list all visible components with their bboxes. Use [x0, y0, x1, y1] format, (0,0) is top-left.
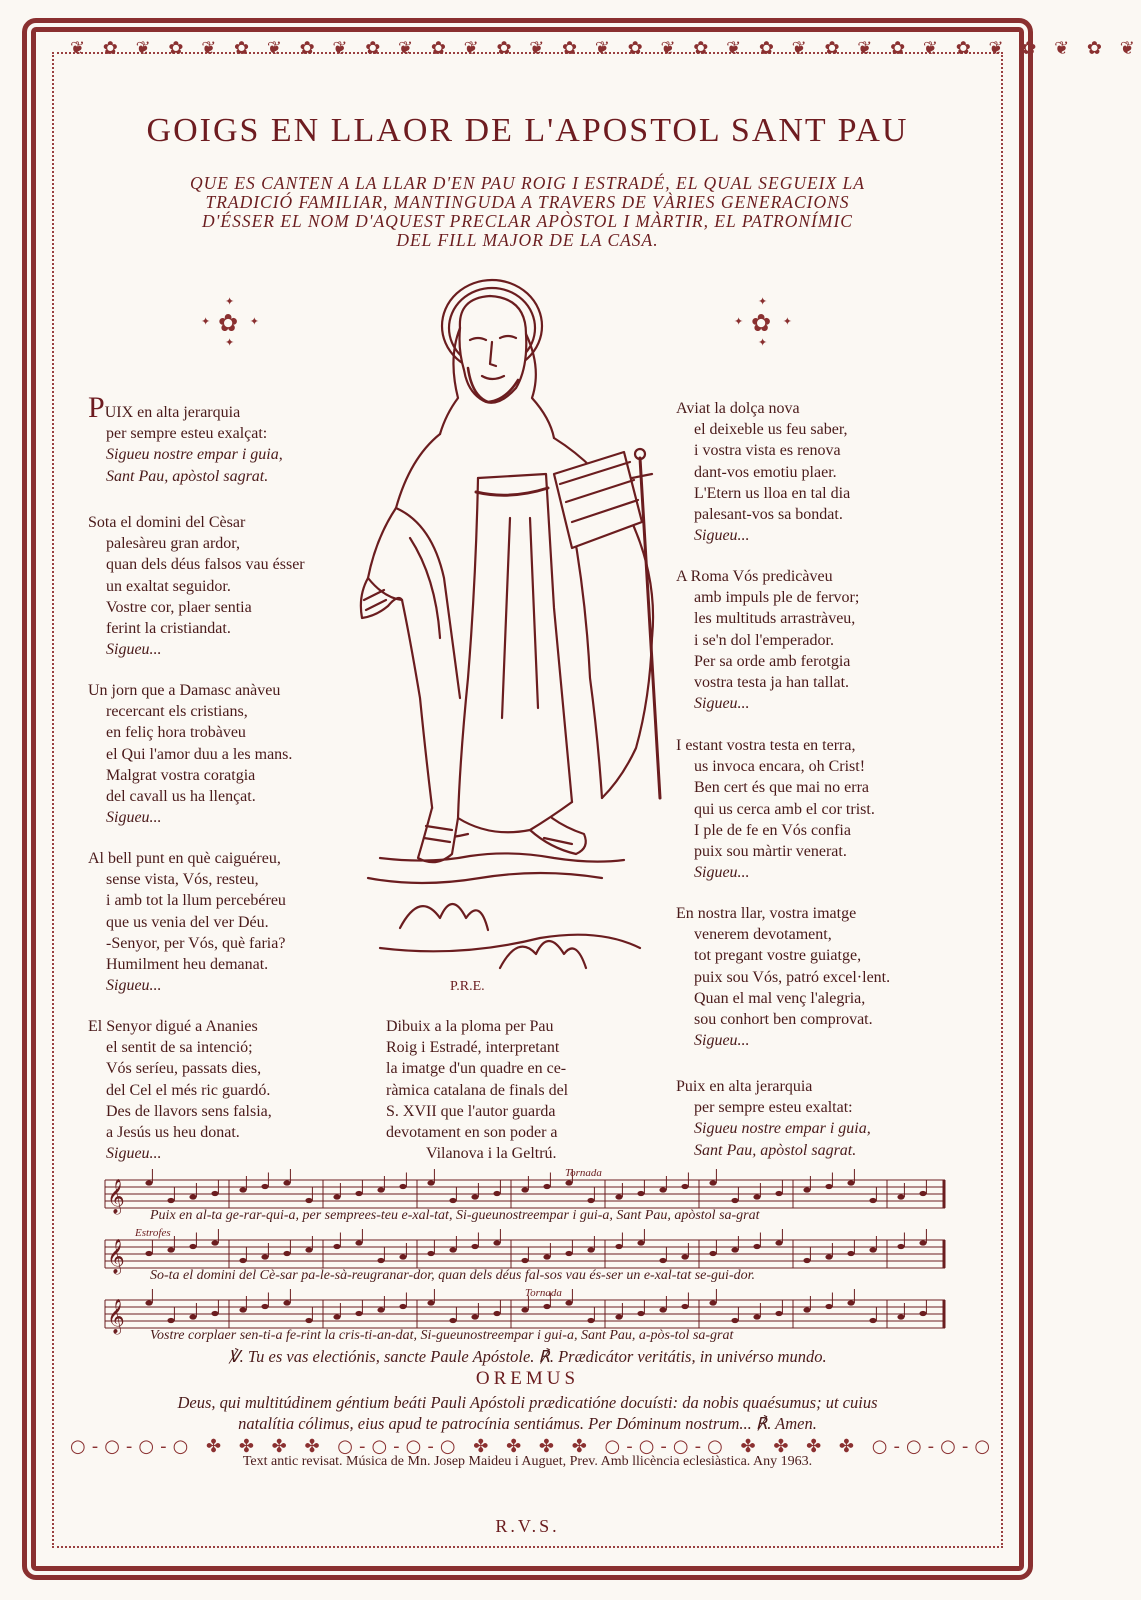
note-head: [399, 1184, 406, 1189]
verse-line: El Senyor digué a Ananies: [88, 1018, 258, 1035]
subtitle-line: TRADICIÓ FAMILIAR, MANTINGUDA A TRAVERS DE VÀRIES GENERACIONS: [205, 192, 850, 212]
verse-line: Puix en alta jerarquia: [676, 1078, 813, 1095]
verse-line: Vostre cor, plaer sentia: [106, 598, 252, 616]
note-head: [659, 1307, 666, 1312]
note-head: [355, 1311, 362, 1316]
note-head: [919, 1311, 926, 1316]
tornada-label: Tornada: [565, 1167, 602, 1179]
note-head: [897, 1194, 904, 1199]
caption-line: S. XVII que l'autor guarda: [386, 1102, 556, 1120]
rosette-ornament-right: ✦ ✦ ✿ ✦ ✦: [734, 295, 792, 349]
note-head: [731, 1198, 738, 1203]
verse-line: Humilment heu demanat.: [106, 956, 269, 974]
note-head: [615, 1314, 622, 1319]
note-head: [305, 1198, 312, 1203]
note-head: [869, 1198, 876, 1203]
note-head: [239, 1307, 246, 1312]
note-head: [847, 1300, 854, 1305]
note-head: [283, 1180, 290, 1185]
stanza-right-4: [676, 903, 890, 1051]
lyrics-line-3: Vostre corplaer sen-ti-a fe-rint la cris-ti-an-dat, Si-gueunostreempar i gui-a, Sant Pau, a-pòs-tol sa-grat: [150, 1328, 734, 1343]
verse-line: i se'n dol l'emperador.: [694, 631, 834, 649]
verse-line: un exaltat seguidor.: [106, 577, 231, 595]
verse-line: venerem devotament,: [694, 926, 832, 944]
note-head: [427, 1300, 434, 1305]
note-head: [471, 1244, 478, 1249]
verse-line: L'Etern us lloa en tal dia: [694, 484, 851, 502]
note-head: [521, 1307, 528, 1312]
note-head: [261, 1304, 268, 1309]
verse-line: I ple de fe en Vós confia: [694, 821, 851, 839]
note-head: [659, 1187, 666, 1192]
illustration-caption: [386, 1016, 626, 1164]
note-head: [825, 1304, 832, 1309]
verse-line: Al bell punt en què caiguéreu,: [88, 850, 281, 867]
verse-line: I estant vostra testa en terra,: [676, 737, 856, 754]
note-head: [427, 1180, 434, 1185]
note-head: [659, 1258, 666, 1263]
note-head: [283, 1251, 290, 1256]
verse-line: Ben cert és que mai no erra: [694, 779, 870, 797]
note-head: [637, 1240, 644, 1245]
note-head: [333, 1244, 340, 1249]
subtitle-line: D'ÉSSER EL NOM D'AQUEST PRECLAR APÒSTOL I MÀRTIR, EL PATRONÍMIC: [202, 211, 853, 231]
note-head: [189, 1194, 196, 1199]
lyrics-line-2: So-ta el domini del Cè-sar pa-le-sà-reugranar-dor, quan dels déus fal-sos vau és-ser un e-xal-tat se-gui-dor.: [150, 1268, 756, 1283]
stanza-right-3: [676, 735, 875, 883]
verse-line: per sempre esteu exaltat:: [694, 1099, 853, 1117]
verse-line: a Jesús us heu donat.: [106, 1124, 240, 1142]
verse-line: sou conhort ben comprovat.: [694, 1011, 873, 1029]
note-head: [471, 1314, 478, 1319]
note-head: [167, 1247, 174, 1252]
note-head: [399, 1254, 406, 1259]
note-head: [471, 1194, 478, 1199]
tornada-label: Tornada: [525, 1287, 562, 1299]
drop-cap: P: [88, 391, 105, 424]
refrain-line: Sant Pau, apòstol sagrat.: [106, 467, 269, 485]
note-head: [377, 1307, 384, 1312]
verse-line: amb impuls ple de fervor;: [694, 589, 860, 607]
note-head: [709, 1180, 716, 1185]
refrain-cue: Sigueu...: [106, 977, 162, 995]
saint-paul-illustration: [340, 278, 670, 998]
note-head: [825, 1184, 832, 1189]
refrain-cue: Sigueu...: [694, 864, 750, 882]
note-head: [803, 1307, 810, 1312]
note-head: [637, 1191, 644, 1196]
note-head: [493, 1240, 500, 1245]
prayer-line: natalítia cólimus, eius apud te patrocínia sentiámus. Per Dóminum nostrum... ℟. Amen.: [238, 1414, 817, 1433]
note-head: [211, 1240, 218, 1245]
verse-line: el sentit de sa intenció;: [106, 1039, 253, 1057]
verse-line: dant-vos emotiu plaer.: [694, 463, 837, 481]
note-head: [355, 1240, 362, 1245]
note-head: [333, 1314, 340, 1319]
note-head: [753, 1314, 760, 1319]
verse-line: Per sa orde amb ferotgia: [694, 652, 851, 670]
verse-line: puix sou Vós, patró excel·lent.: [694, 968, 891, 986]
verse-line: palesàreu gran ardor,: [106, 535, 240, 553]
verse-line: A Roma Vós predicàveu: [676, 568, 833, 585]
verse-line: qui us cerca amb el cor trist.: [694, 800, 875, 818]
refrain-cue: Sigueu...: [694, 695, 750, 713]
treble-clef-icon: 𝄞: [107, 1179, 125, 1214]
note-head: [449, 1247, 456, 1252]
stanza-left-1: [88, 391, 283, 487]
note-head: [377, 1187, 384, 1192]
treble-clef-icon: 𝄞: [107, 1239, 125, 1274]
note-head: [261, 1184, 268, 1189]
note-head: [189, 1244, 196, 1249]
note-head: [919, 1240, 926, 1245]
verse-line: us invoca encara, oh Crist!: [694, 758, 866, 776]
verse-line: que us venia del ver Déu.: [106, 913, 269, 931]
subtitle: [110, 174, 945, 250]
note-head: [565, 1251, 572, 1256]
note-head: [565, 1180, 572, 1185]
note-head: [449, 1318, 456, 1323]
note-head: [493, 1311, 500, 1316]
notes-staff-1: [145, 1169, 926, 1208]
printer-mark: R.V.S.: [420, 1516, 635, 1537]
note-head: [543, 1254, 550, 1259]
stanza-left-5: [88, 1016, 272, 1164]
verse-line: vostra testa ja han tallat.: [694, 674, 850, 692]
caption-line: ràmica catalana de finals del: [386, 1081, 569, 1099]
refrain-cue: Sigueu...: [106, 1145, 162, 1163]
note-head: [261, 1254, 268, 1259]
note-head: [521, 1187, 528, 1192]
stanza-right-1: [676, 398, 850, 546]
caption-line: Dibuix a la ploma per Pau: [386, 1018, 554, 1035]
estrofes-label: Estrofes: [135, 1227, 171, 1239]
refrain-cue: Sigueu...: [694, 1032, 750, 1050]
oremus-heading: OREMUS: [475, 1368, 580, 1389]
note-head: [615, 1194, 622, 1199]
note-head: [543, 1304, 550, 1309]
note-head: [427, 1251, 434, 1256]
note-head: [565, 1300, 572, 1305]
note-head: [145, 1300, 152, 1305]
note-head: [897, 1314, 904, 1319]
note-head: [449, 1198, 456, 1203]
prayer-line: Deus, qui multitúdinem géntium beáti Pauli Apóstoli prædicatióne docuísti: da nobis quaésumus; ut cuius: [177, 1393, 878, 1412]
notes-staff-2: [145, 1229, 926, 1268]
verse-line: en feliç hora trobàveu: [106, 724, 246, 742]
note-head: [731, 1318, 738, 1323]
refrain-cue: Sigueu...: [106, 641, 162, 659]
note-head: [775, 1240, 782, 1245]
note-head: [803, 1187, 810, 1192]
note-head: [145, 1251, 152, 1256]
verse-line: del cavall us ha llençat.: [106, 788, 256, 806]
note-head: [637, 1311, 644, 1316]
verse-line: Sota el domini del Cèsar: [88, 514, 246, 531]
note-head: [189, 1314, 196, 1319]
stanza-left-4: [88, 848, 286, 996]
treble-clef-icon: 𝄞: [107, 1299, 125, 1334]
note-head: [753, 1194, 760, 1199]
stanza-right-5: [676, 1076, 871, 1161]
note-head: [847, 1180, 854, 1185]
refrain-line: Sigueu nostre empar i guia,: [694, 1120, 871, 1138]
note-head: [709, 1251, 716, 1256]
note-head: [239, 1187, 246, 1192]
artist-signature: P.R.E.: [450, 979, 485, 994]
stanza-left-3: [88, 680, 292, 828]
page-title: GOIGS EN LLAOR DE L'APOSTOL SANT PAU: [146, 112, 909, 149]
note-head: [869, 1247, 876, 1252]
note-head: [803, 1258, 810, 1263]
refrain-line: Sigueu nostre empar i guia,: [106, 446, 283, 464]
note-head: [493, 1191, 500, 1196]
note-head: [919, 1191, 926, 1196]
rosette-ornament-left: ✦ ✦ ✿ ✦ ✦: [201, 295, 259, 349]
refrain-cue: Sigueu...: [694, 527, 750, 545]
verse-line: Un jorn que a Damasc anàveu: [88, 682, 281, 699]
verse-line: Quan el mal venç l'alegria,: [694, 989, 866, 1007]
note-head: [239, 1258, 246, 1263]
note-head: [775, 1311, 782, 1316]
verse-line: UIX en alta jerarquia: [104, 404, 241, 421]
caption-line: Vilanova i la Geltrú.: [426, 1145, 557, 1163]
note-head: [167, 1318, 174, 1323]
note-head: [587, 1318, 594, 1323]
note-head: [399, 1304, 406, 1309]
note-head: [305, 1247, 312, 1252]
note-head: [681, 1304, 688, 1309]
versicle: ℣. Tu es vas electiónis, sancte Paule Apóstole. ℟. Prædicátor veritátis, in univérso mundo.: [228, 1347, 827, 1366]
verse-line: En nostra llar, vostra imatge: [676, 905, 857, 922]
verse-line: Vós seríeu, passats dies,: [106, 1060, 262, 1078]
verse-line: quan dels déus falsos vau ésser: [106, 556, 305, 574]
verse-line: Aviat la dolça nova: [676, 400, 800, 417]
note-head: [869, 1318, 876, 1323]
verse-line: recercant els cristians,: [106, 703, 248, 721]
note-head: [145, 1180, 152, 1185]
stanza-right-2: [676, 566, 859, 714]
verse-line: palesant-vos sa bondat.: [694, 506, 843, 524]
note-head: [587, 1247, 594, 1252]
verse-line: per sempre esteu exalçat:: [106, 425, 268, 443]
verse-line: les multituds arrastràveu,: [694, 610, 856, 628]
verse-line: puix sou màrtir venerat.: [694, 843, 847, 861]
verse-line: el Qui l'amor duu a les mans.: [106, 745, 293, 763]
note-head: [283, 1300, 290, 1305]
divider-ornament: ○-○-○-○ ✤ ✤ ✤ ✤ ○-○-○-○ ✤ ✤ ✤ ✤ ○-○-○-○ ✤ ✤ ✤ ✤ ○-○-○-○: [70, 1436, 997, 1457]
verse-line: del Cel el més ric guardó.: [106, 1081, 271, 1099]
verse-line: i amb tot la llum percebéreu: [106, 892, 286, 910]
note-head: [847, 1251, 854, 1256]
note-head: [897, 1244, 904, 1249]
note-head: [681, 1254, 688, 1259]
caption-line: la imatge d'un quadre en ce-: [386, 1060, 567, 1078]
lyrics-line-1: Puix en al-ta ge-rar-qui-a, per semprees-teu e-xal-tat, Si-gueunostreempar i gui-a, Sant Pau, apòstol sa-grat: [150, 1208, 760, 1223]
note-head: [681, 1184, 688, 1189]
verse-line: Des de llavors sens falsia,: [106, 1102, 272, 1120]
note-head: [211, 1311, 218, 1316]
caption-line: Roig i Estradé, interpretant: [386, 1039, 560, 1057]
note-head: [709, 1300, 716, 1305]
note-head: [377, 1258, 384, 1263]
stanza-left-2: [88, 512, 305, 660]
verse-line: sense vista, Vós, resteu,: [106, 871, 259, 889]
note-head: [587, 1198, 594, 1203]
caption-line: devotament en son poder a: [386, 1124, 558, 1142]
refrain-cue: Sigueu...: [106, 809, 162, 827]
verse-line: i vostra vista es renova: [694, 442, 841, 460]
verse-line: ferint la cristiandat.: [106, 620, 231, 638]
note-head: [167, 1198, 174, 1203]
note-head: [211, 1191, 218, 1196]
note-head: [543, 1184, 550, 1189]
refrain-line: Sant Pau, apòstol sagrat.: [694, 1141, 857, 1159]
footer-credits: Text antic revisat. Música de Mn. Josep Maideu i Auguet, Prev. Amb llicència eclesiàstica. Any 1963.: [242, 1454, 813, 1469]
note-head: [305, 1318, 312, 1323]
note-head: [333, 1194, 340, 1199]
note-head: [521, 1258, 528, 1263]
note-head: [615, 1244, 622, 1249]
top-ornament-row: ❦ ✿ ❦ ✿ ❦ ✿ ❦ ✿ ❦ ✿ ❦ ✿ ❦ ✿ ❦ ✿ ❦ ✿ ❦ ✿ ❦ ✿ ❦ ✿ ❦ ✿ ❦ ✿ ❦ ✿ ❦ ✿ ❦: [70, 38, 1141, 59]
subtitle-line: DEL FILL MAJOR DE LA CASA.: [396, 230, 659, 250]
verse-line: Malgrat vostra coratgia: [106, 766, 256, 784]
note-head: [731, 1247, 738, 1252]
verse-line: -Senyor, per Vós, què faria?: [106, 934, 286, 952]
note-head: [355, 1191, 362, 1196]
oremus-prayer: [90, 1392, 965, 1434]
verse-line: el deixeble us feu saber,: [694, 421, 848, 439]
note-head: [825, 1254, 832, 1259]
subtitle-line: QUE ES CANTEN A LA LLAR D'EN PAU ROIG I ESTRADÉ, EL QUAL SEGUEIX LA: [189, 173, 865, 193]
note-head: [775, 1191, 782, 1196]
verse-line: tot pregant vostre guiatge,: [694, 947, 862, 965]
note-head: [753, 1244, 760, 1249]
